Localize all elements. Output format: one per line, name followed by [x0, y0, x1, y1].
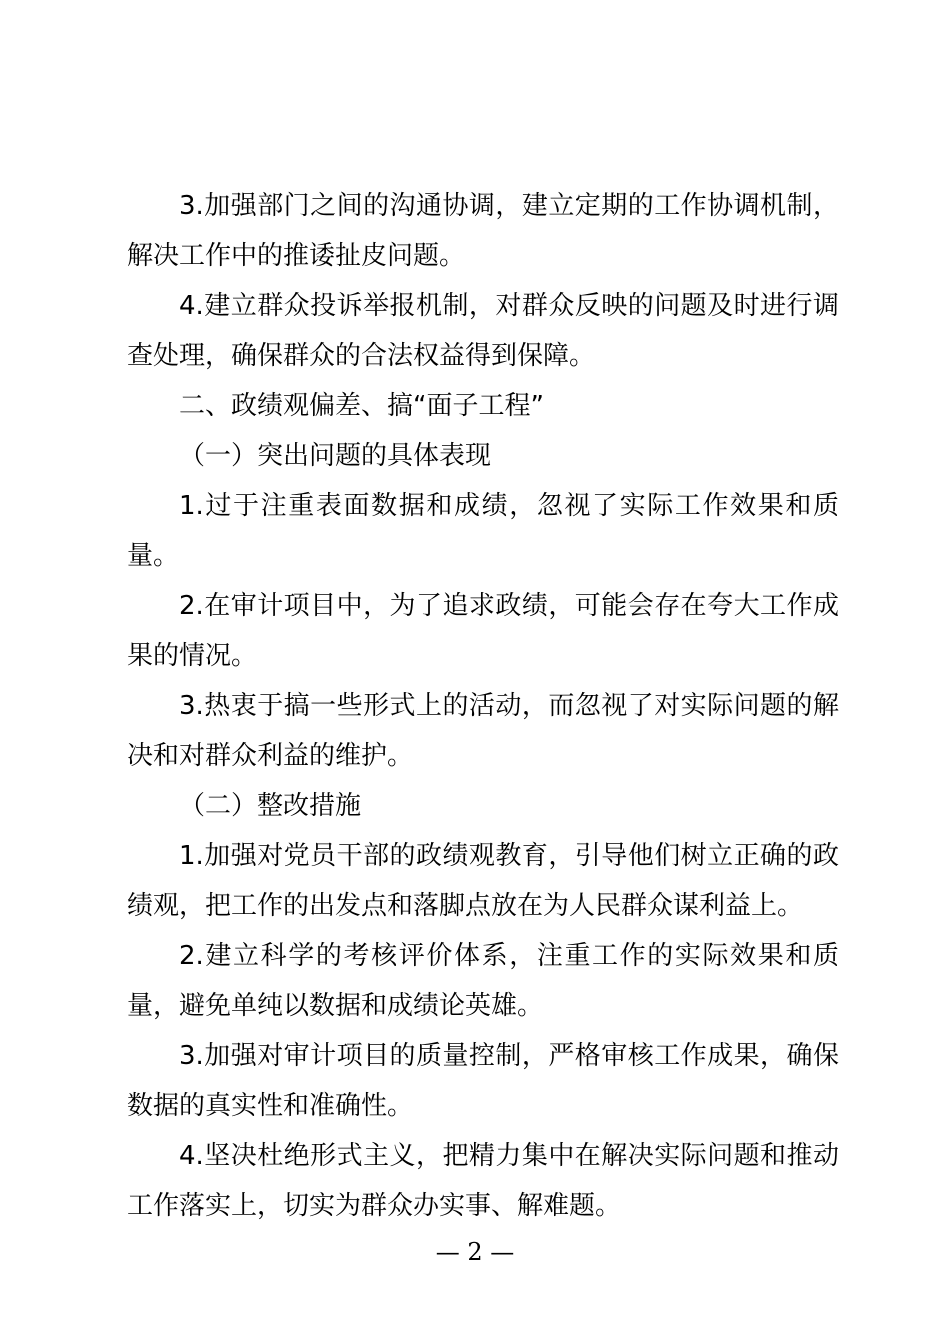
paragraph-problem-1: 1.过于注重表面数据和成绩，忽视了实际工作效果和质量。 [127, 491, 839, 571]
subsection-heading-problems: （一）突出问题的具体表现 [179, 441, 492, 471]
paragraph-measure-3: 3.加强部门之间的沟通协调，建立定期的工作协调机制，解决工作中的推诿扯皮问题。 [127, 191, 839, 271]
paragraph-problem-3: 3.热衷于搞一些形式上的活动，而忽视了对实际问题的解决和对群众利益的维护。 [127, 691, 839, 771]
paragraph-measure-2: 2.建立科学的考核评价体系，注重工作的实际效果和质量，避免单纯以数据和成绩论英雄。 [127, 941, 839, 1021]
paragraph-problem-2: 2.在审计项目中，为了追求政绩，可能会存在夸大工作成果的情况。 [127, 591, 839, 671]
paragraph-measure-3b: 3.加强对审计项目的质量控制，严格审核工作成果，确保数据的真实性和准确性。 [127, 1041, 839, 1121]
subsection-heading-measures: （二）整改措施 [179, 791, 362, 821]
paragraph-measure-4: 4.建立群众投诉举报机制，对群众反映的问题及时进行调查处理，确保群众的合法权益得到保障。 [127, 291, 839, 371]
paragraph-measure-4b: 4.坚决杜绝形式主义，把精力集中在解决实际问题和推动工作落实上，切实为群众办实事、解难题。 [127, 1141, 839, 1221]
paragraph-measure-1: 1.加强对党员干部的政绩观教育，引导他们树立正确的政绩观，把工作的出发点和落脚点放在为人民群众谋利益上。 [127, 841, 839, 921]
document-body [127, 181, 839, 1231]
section-heading-2: 二、政绩观偏差、搞“面子工程” [179, 391, 544, 421]
page-number: — 2 — [435, 1238, 515, 1266]
